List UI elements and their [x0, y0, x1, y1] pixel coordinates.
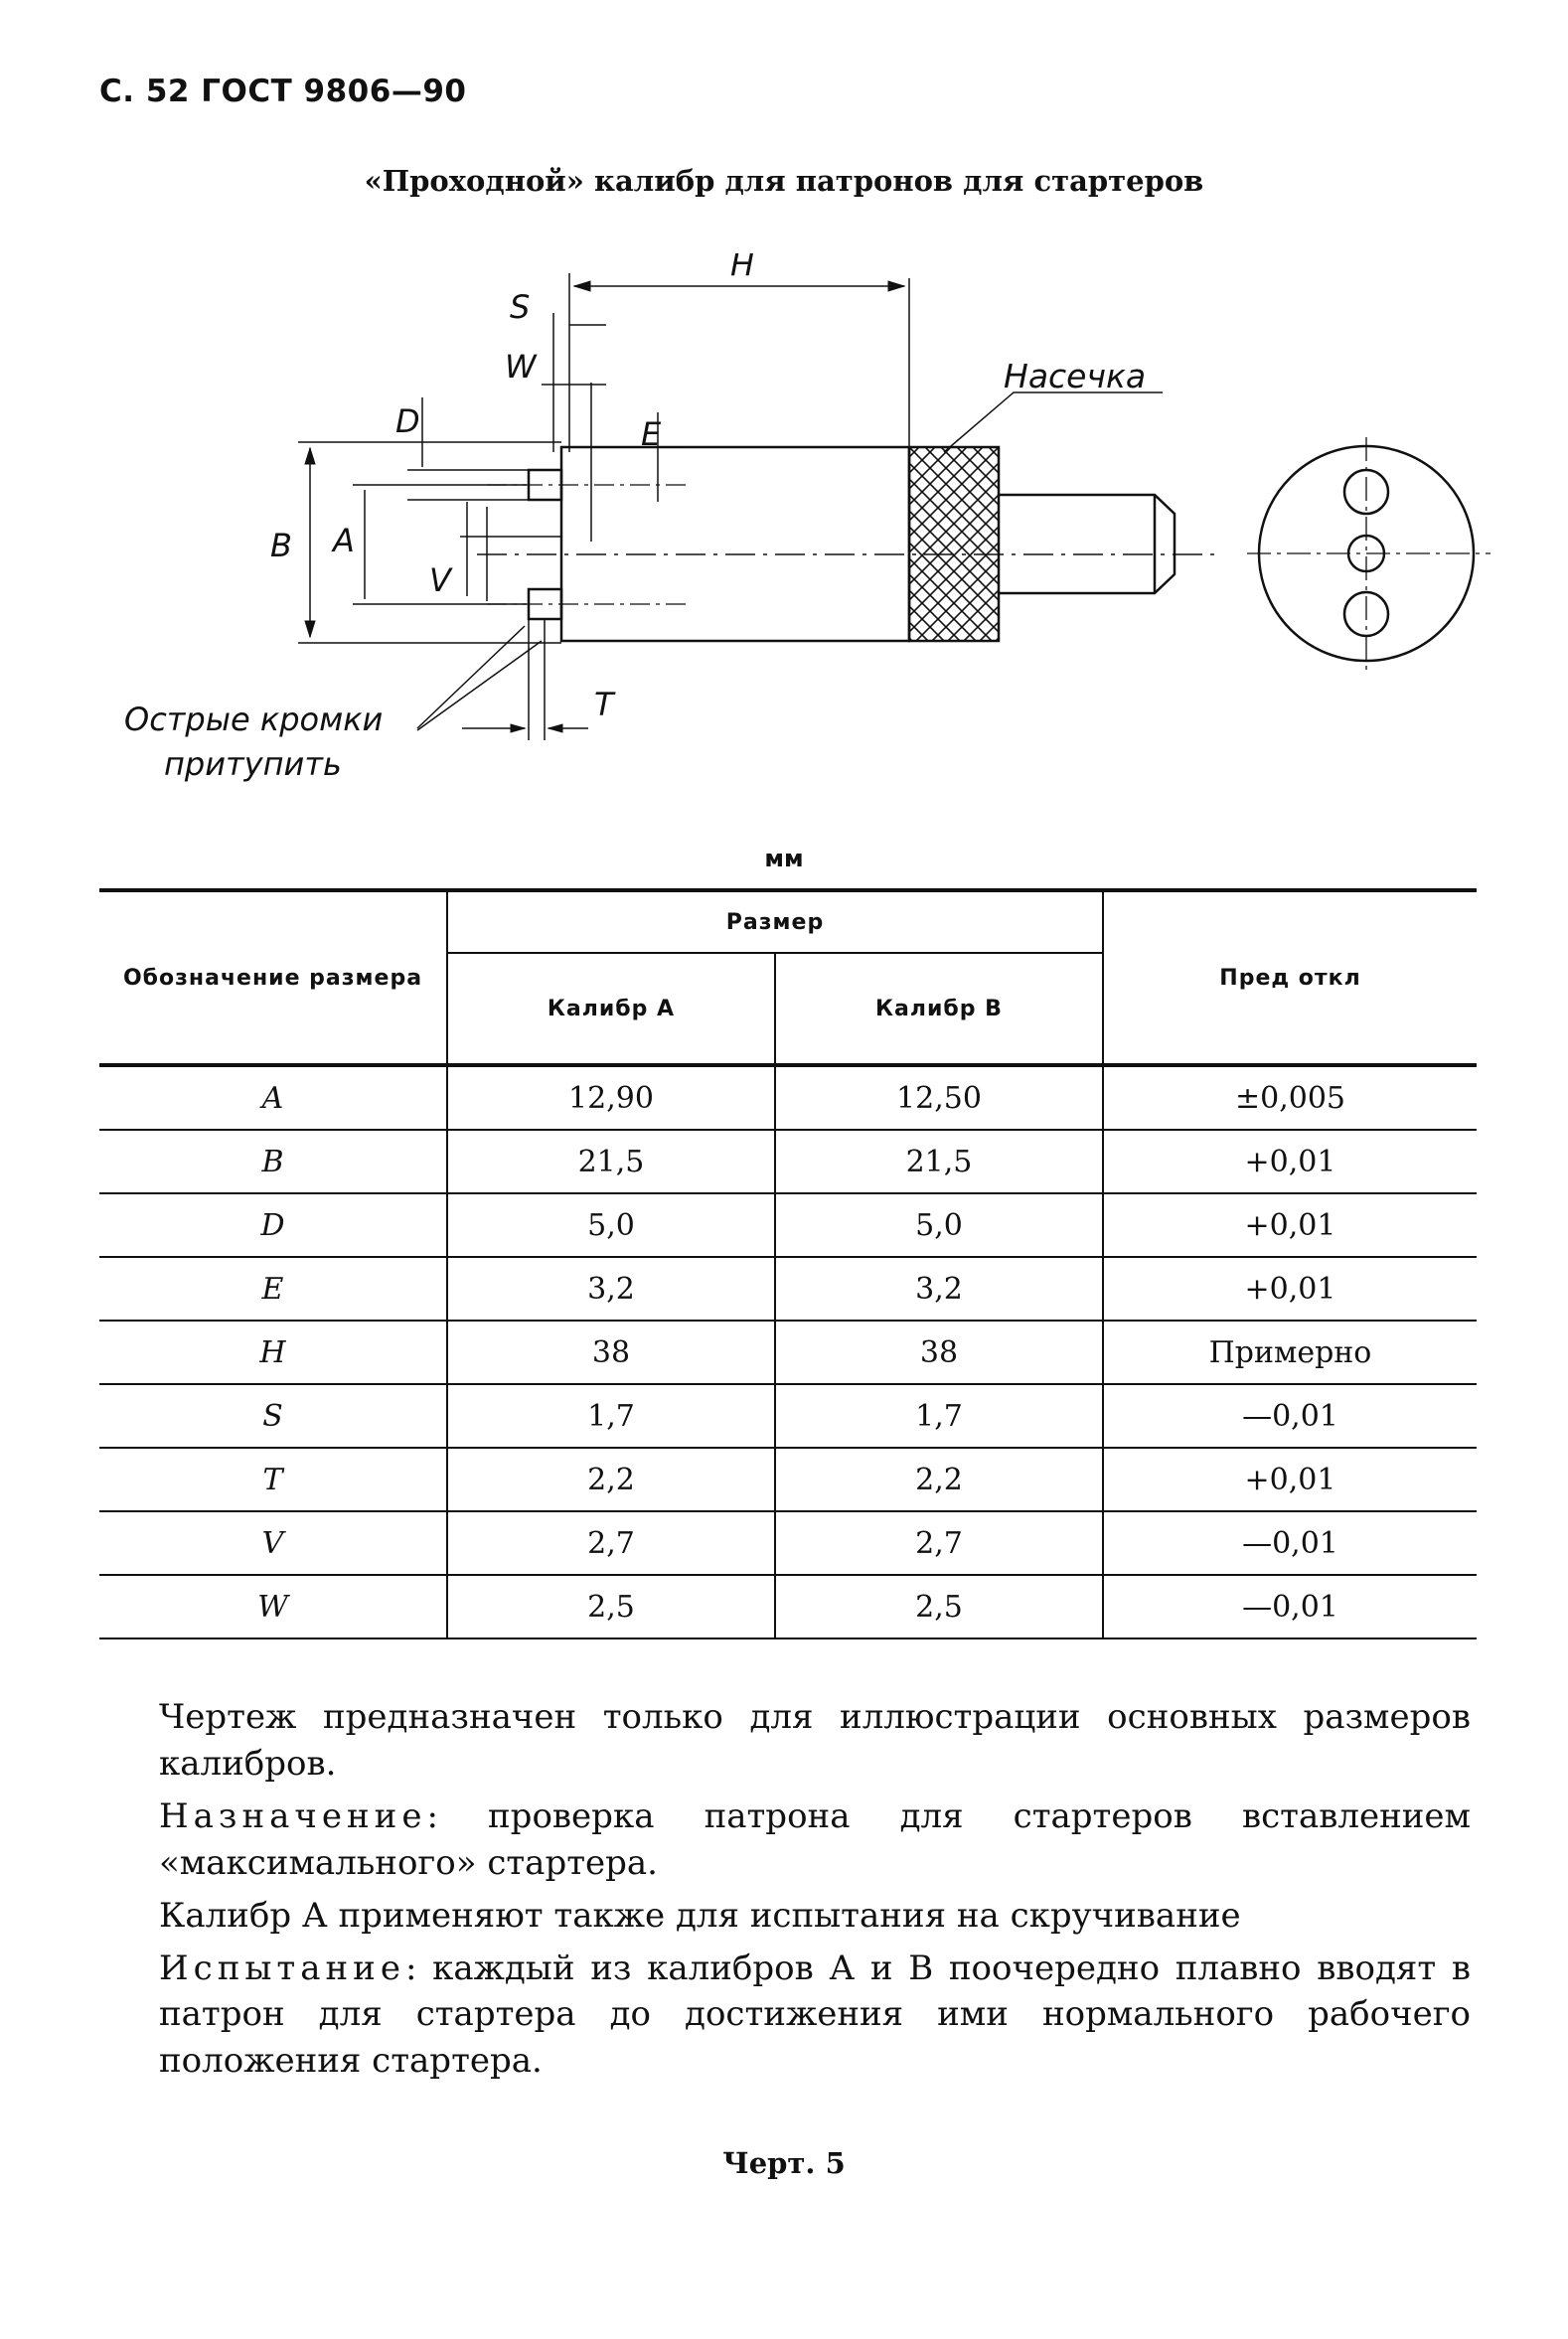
note-function [159, 1793, 1471, 1887]
cell-gauge-b: 38 [775, 1321, 1103, 1384]
table-units: мм [764, 845, 804, 872]
cell-tolerance: ±0,005 [1103, 1065, 1477, 1130]
page-header: С. 52 ГОСТ 9806—90 [99, 74, 467, 109]
cell-designation: H [99, 1321, 447, 1384]
header-size: Размер [447, 890, 1103, 953]
cell-designation: W [99, 1575, 447, 1638]
table-row [99, 1257, 1477, 1321]
knurled-section [909, 447, 999, 641]
cell-tolerance: —0,01 [1103, 1575, 1477, 1638]
cell-gauge-a: 1,7 [447, 1384, 775, 1448]
table-row [99, 1130, 1477, 1193]
cell-tolerance: —0,01 [1103, 1511, 1477, 1575]
gauge-drawing [0, 253, 1568, 810]
note-function-label: Назначение [159, 1795, 427, 1836]
cell-gauge-b: 21,5 [775, 1130, 1103, 1193]
document-title: «Проходной» калибр для патронов для стартеров [364, 164, 1204, 198]
cell-tolerance: +0,01 [1103, 1193, 1477, 1257]
note-line-1: Острые кромки [124, 701, 384, 738]
cell-designation: T [99, 1448, 447, 1511]
dim-label-s: S [510, 288, 531, 326]
note-gauge-a-usage: Калибр А применяют также для испытания на скручивание [159, 1895, 1241, 1936]
header-gauge-a: Калибр А [447, 953, 775, 1065]
figure-caption: Черт. 5 [722, 2146, 846, 2180]
cell-gauge-b: 5,0 [775, 1193, 1103, 1257]
table-row [99, 1193, 1477, 1257]
cell-gauge-a: 21,5 [447, 1130, 775, 1193]
cell-designation: V [99, 1511, 447, 1575]
note-purpose-drawing: Чертеж предназначен только для иллюстрации основных размеров калибров. [159, 1697, 1471, 1784]
cell-gauge-b: 1,7 [775, 1384, 1103, 1448]
notes-section [159, 1694, 1471, 2091]
gauge-body [561, 447, 909, 641]
note-line-2: притупить [164, 745, 342, 783]
dim-label-b: B [270, 527, 292, 564]
dim-label-v: V [429, 561, 451, 599]
table-row [99, 1448, 1477, 1511]
cell-gauge-a: 3,2 [447, 1257, 775, 1321]
gauge-handle [999, 495, 1175, 593]
cell-gauge-b: 2,5 [775, 1575, 1103, 1638]
cell-gauge-a: 2,5 [447, 1575, 775, 1638]
table-row [99, 1511, 1477, 1575]
cell-designation: A [99, 1065, 447, 1130]
cell-designation: E [99, 1257, 447, 1321]
cell-designation: D [99, 1193, 447, 1257]
cell-gauge-a: 5,0 [447, 1193, 775, 1257]
note-function-text: : проверка патрона для стартеров вставлением «максимального» стартера. [159, 1795, 1471, 1883]
note-test-text: : каждый из калибров А и В поочередно плавно вводят в патрон для стартера до достижения ими нормального рабочего положения стартера. [159, 1948, 1471, 2082]
cell-tolerance: Примерно [1103, 1321, 1477, 1384]
cell-gauge-a: 38 [447, 1321, 775, 1384]
note-test [159, 1946, 1471, 2086]
dimensions-table [99, 888, 1477, 1639]
dim-label-a: A [333, 522, 355, 559]
note-test-label: Испытание [159, 1948, 405, 1988]
cell-gauge-a: 2,2 [447, 1448, 775, 1511]
cell-gauge-b: 12,50 [775, 1065, 1103, 1130]
cell-gauge-b: 2,7 [775, 1511, 1103, 1575]
table-row [99, 1575, 1477, 1638]
cell-gauge-b: 3,2 [775, 1257, 1103, 1321]
dim-label-w: W [505, 348, 537, 386]
cell-designation: B [99, 1130, 447, 1193]
cell-designation: S [99, 1384, 447, 1448]
cell-tolerance: +0,01 [1103, 1130, 1477, 1193]
header-tolerance: Пред откл [1103, 890, 1477, 1065]
dim-label-e: E [641, 415, 662, 453]
cell-gauge-b: 2,2 [775, 1448, 1103, 1511]
cell-tolerance: +0,01 [1103, 1257, 1477, 1321]
cell-tolerance: —0,01 [1103, 1384, 1477, 1448]
knurl-label: Насечка [1004, 357, 1147, 395]
header-designation: Обозначение размера [99, 890, 447, 1065]
cell-gauge-a: 2,7 [447, 1511, 775, 1575]
table-row [99, 1384, 1477, 1448]
cell-gauge-a: 12,90 [447, 1065, 775, 1130]
cell-tolerance: +0,01 [1103, 1448, 1477, 1511]
dim-label-h: H [730, 253, 755, 283]
dim-label-d: D [395, 402, 420, 440]
dim-label-t: T [594, 686, 614, 723]
table-row [99, 1065, 1477, 1130]
header-gauge-b: Калибр В [775, 953, 1103, 1065]
table-row [99, 1321, 1477, 1384]
